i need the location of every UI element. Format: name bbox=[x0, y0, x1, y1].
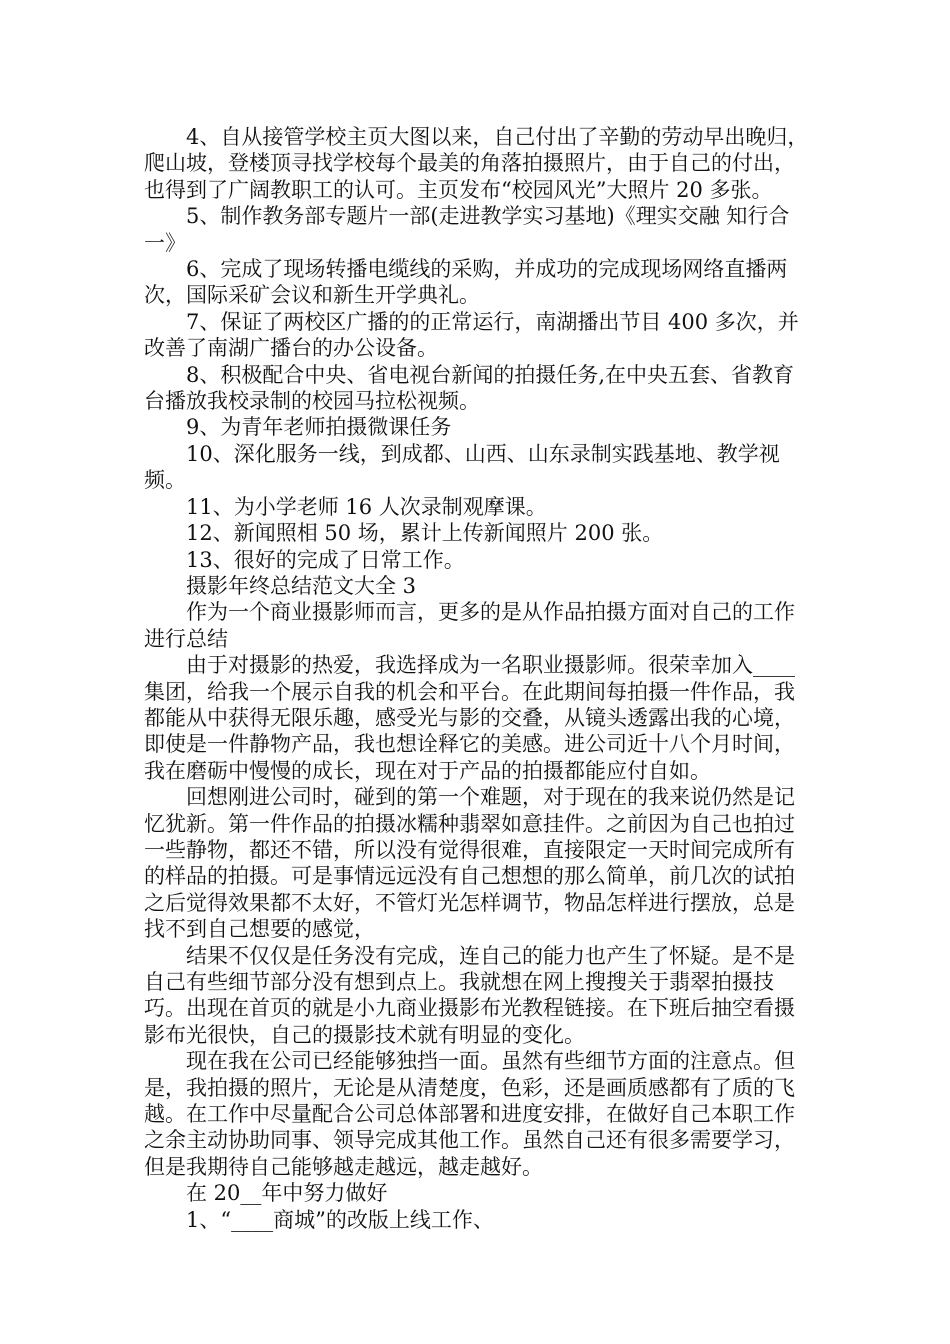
paragraph-item-5: 5、制作教务部专题片一部(走进教学实习基地)《理实交融 知行合一》 bbox=[144, 204, 790, 255]
paragraph-item-7: 7、保证了两校区广播的的正常运行，南湖播出节目 400 多次，并改善了南湖广播台的办公设备。 bbox=[144, 309, 799, 361]
paragraph-item-12: 12、新闻照相 50 场，累计上传新闻照片 200 张。 bbox=[186, 521, 664, 546]
section-heading: 摄影年终总结范文大全 3 bbox=[186, 573, 417, 598]
body-paragraph-4: 现在我在公司已经能够独挡一面。虽然有些细节方面的注意点。但是，我拍摄的照片，无论是从清楚度，色彩，还是画质感都有了质的飞越。在工作中尽量配合公司总体部署和进度安排，在做好自己本职工作之余主动协助同事、领导完成其他工作。虽然自己还有很多需要学习，但是我期待自己能够越走越远，越走越好。 bbox=[144, 1049, 795, 1179]
paragraph-item-4: 4、自从接管学校主页大图以来，自己付出了辛勤的劳动早出晚归，爬山坡，登楼顶寻找学校每个最美的角落拍摄照片，由于自己的付出，也得到了广阔教职工的认可。主页发布“校园风光”大照片 20 多张。 bbox=[144, 125, 809, 202]
plan-item-1: 1、“____商城”的改版上线工作、 bbox=[186, 1207, 494, 1232]
document-body bbox=[144, 124, 814, 1233]
intro-paragraph: 作为一个商业摄影师而言，更多的是从作品拍摄方面对自己的工作进行总结 bbox=[144, 600, 795, 651]
paragraph-item-11: 11、为小学老师 16 人次录制观摩课。 bbox=[186, 494, 547, 519]
body-paragraph-1: 由于对摄影的热爱，我选择成为一名职业摄影师。很荣幸加入____集团，给我一个展示自我的机会和平台。在此期间每拍摄一件作品，我都能从中获得无限乐趣，感受光与影的交叠，从镜头透露出我的心境，即使是一件静物产品，我也想诠释它的美感。进公司近十八个月时间，我在磨砺中慢慢的成长，现在对于产品的拍摄都能应付自如。 bbox=[144, 653, 795, 783]
body-paragraph-2: 回想刚进公司时，碰到的第一个难题，对于现在的我来说仍然是记忆犹新。第一件作品的拍摄冰糯种翡翠如意挂件。之前因为自己也拍过一些静物，都还不错，所以没有觉得很难，直接限定一天时间完成所有的样品的拍摄。可是事情远远没有自己想想的那么简单，前几次的试拍之后觉得效果都不太好，不管灯光怎样调节，物品怎样进行摆放，总是找不到自己想要的感觉， bbox=[144, 785, 795, 942]
paragraph-item-6: 6、完成了现场转播电缆线的采购，并成功的完成现场网络直播两次，国际采矿会议和新生开学典礼。 bbox=[144, 257, 788, 308]
body-paragraph-3: 结果不仅仅是任务没有完成，连自己的能力也产生了怀疑。是不是自己有些细节部分没有想到点上。我就想在网上搜搜关于翡翠拍摄技巧。出现在首页的就是小九商业摄影布光教程链接。在下班后抽空看摄影布光很快，自己的摄影技术就有明显的变化。 bbox=[144, 943, 795, 1047]
paragraph-item-9: 9、为青年老师拍摄微课任务 bbox=[186, 415, 452, 440]
paragraph-item-8: 8、积极配合中央、省电视台新闻的拍摄任务,在中央五套、省教育台播放我校录制的校园马拉松视频。 bbox=[144, 362, 795, 414]
paragraph-item-13: 13、很好的完成了日常工作。 bbox=[186, 547, 465, 572]
plan-heading: 在 20__年中努力做好 bbox=[186, 1181, 388, 1206]
paragraph-item-10: 10、深化服务一线，到成都、山西、山东录制实践基地、教学视频。 bbox=[144, 441, 780, 493]
